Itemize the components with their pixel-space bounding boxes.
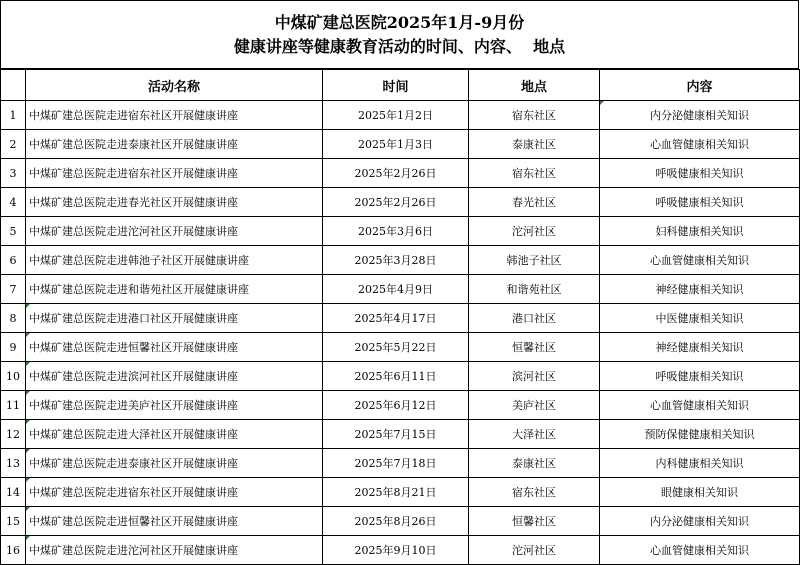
cell-activity-name[interactable]: 中煤矿建总医院走进宿东社区开展健康讲座 (26, 478, 323, 507)
cell-place[interactable]: 和谐苑社区 (469, 275, 600, 304)
cell-num[interactable]: 5 (1, 217, 26, 246)
table-row (1, 275, 800, 304)
cell-num[interactable]: 1 (1, 101, 26, 130)
cell-content[interactable]: 呼吸健康相关知识 (600, 188, 800, 217)
cell-place[interactable]: 泰康社区 (469, 130, 600, 159)
cell-place[interactable]: 泰康社区 (469, 449, 600, 478)
cell-content[interactable]: 呼吸健康相关知识 (600, 159, 800, 188)
title-line-2: 健康讲座等健康教育活动的时间、内容、 地点 (233, 36, 566, 56)
cell-place[interactable]: 宿东社区 (469, 101, 600, 130)
cell-num[interactable]: 3 (1, 159, 26, 188)
cell-activity-name[interactable]: 中煤矿建总医院走进韩池子社区开展健康讲座 (26, 246, 323, 275)
cell-content[interactable]: 心血管健康相关知识 (600, 246, 800, 275)
cell-time[interactable]: 2025年1月3日 (323, 130, 469, 159)
cell-activity-name[interactable]: 中煤矿建总医院走进泰康社区开展健康讲座 (26, 449, 323, 478)
cell-num[interactable]: 15 (1, 507, 26, 536)
cell-place[interactable]: 恒馨社区 (469, 333, 600, 362)
cell-activity-name[interactable]: 中煤矿建总医院走进和谐苑社区开展健康讲座 (26, 275, 323, 304)
cell-activity-name[interactable]: 中煤矿建总医院走进恒馨社区开展健康讲座 (26, 507, 323, 536)
cell-time[interactable]: 2025年5月22日 (323, 333, 469, 362)
table-row (1, 130, 800, 159)
cell-place[interactable]: 美庐社区 (469, 391, 600, 420)
cell-content[interactable]: 呼吸健康相关知识 (600, 362, 800, 391)
cell-time[interactable]: 2025年6月12日 (323, 391, 469, 420)
header-content[interactable]: 内容 (600, 70, 800, 101)
cell-time[interactable]: 2025年3月6日 (323, 217, 469, 246)
cell-num[interactable]: 8 (1, 304, 26, 333)
cell-content[interactable]: 内分泌健康相关知识 (600, 507, 800, 536)
table-row (1, 246, 800, 275)
cell-num[interactable]: 6 (1, 246, 26, 275)
cell-content[interactable]: 神经健康相关知识 (600, 333, 800, 362)
cell-time[interactable]: 2025年9月10日 (323, 536, 469, 565)
cell-num[interactable]: 11 (1, 391, 26, 420)
header-place[interactable]: 地点 (469, 70, 600, 101)
cell-place[interactable]: 宿东社区 (469, 478, 600, 507)
table-row (1, 449, 800, 478)
cell-num[interactable]: 2 (1, 130, 26, 159)
cell-num[interactable]: 10 (1, 362, 26, 391)
title-block (1, 1, 799, 69)
cell-content[interactable]: 中医健康相关知识 (600, 304, 800, 333)
cell-content[interactable]: 预防保健健康相关知识 (600, 420, 800, 449)
table-row (1, 217, 800, 246)
cell-place[interactable]: 宿东社区 (469, 159, 600, 188)
table-row (1, 188, 800, 217)
table-row (1, 159, 800, 188)
cell-activity-name[interactable]: 中煤矿建总医院走进宿东社区开展健康讲座 (26, 159, 323, 188)
cell-time[interactable]: 2025年8月26日 (323, 507, 469, 536)
cell-num[interactable]: 16 (1, 536, 26, 565)
cell-place[interactable]: 恒馨社区 (469, 507, 600, 536)
cell-num[interactable]: 13 (1, 449, 26, 478)
cell-place[interactable]: 沱河社区 (469, 217, 600, 246)
cell-activity-name[interactable]: 中煤矿建总医院走进沱河社区开展健康讲座 (26, 536, 323, 565)
cell-place[interactable]: 港口社区 (469, 304, 600, 333)
header-row (1, 70, 800, 101)
cell-time[interactable]: 2025年6月11日 (323, 362, 469, 391)
cell-time[interactable]: 2025年7月15日 (323, 420, 469, 449)
cell-place[interactable]: 韩池子社区 (469, 246, 600, 275)
cell-num[interactable]: 12 (1, 420, 26, 449)
cell-activity-name[interactable]: 中煤矿建总医院走进宿东社区开展健康讲座 (26, 101, 323, 130)
table-row (1, 420, 800, 449)
cell-time[interactable]: 2025年1月2日 (323, 101, 469, 130)
cell-place[interactable]: 大泽社区 (469, 420, 600, 449)
cell-activity-name[interactable]: 中煤矿建总医院走进恒馨社区开展健康讲座 (26, 333, 323, 362)
cell-content[interactable]: 内分泌健康相关知识 (600, 101, 800, 130)
cell-num[interactable]: 7 (1, 275, 26, 304)
table-row (1, 391, 800, 420)
table-row (1, 333, 800, 362)
cell-time[interactable]: 2025年4月17日 (323, 304, 469, 333)
cell-time[interactable]: 2025年3月28日 (323, 246, 469, 275)
cell-time[interactable]: 2025年7月18日 (323, 449, 469, 478)
cell-content[interactable]: 内科健康相关知识 (600, 449, 800, 478)
cell-content[interactable]: 神经健康相关知识 (600, 275, 800, 304)
header-num[interactable] (1, 70, 26, 101)
cell-activity-name[interactable]: 中煤矿建总医院走进春光社区开展健康讲座 (26, 188, 323, 217)
cell-content[interactable]: 心血管健康相关知识 (600, 536, 800, 565)
cell-activity-name[interactable]: 中煤矿建总医院走进滨河社区开展健康讲座 (26, 362, 323, 391)
cell-num[interactable]: 9 (1, 333, 26, 362)
cell-num[interactable]: 4 (1, 188, 26, 217)
cell-activity-name[interactable]: 中煤矿建总医院走进大泽社区开展健康讲座 (26, 420, 323, 449)
table-row (1, 507, 800, 536)
cell-activity-name[interactable]: 中煤矿建总医院走进港口社区开展健康讲座 (26, 304, 323, 333)
cell-activity-name[interactable]: 中煤矿建总医院走进沱河社区开展健康讲座 (26, 217, 323, 246)
cell-content[interactable]: 眼健康相关知识 (600, 478, 800, 507)
cell-time[interactable]: 2025年4月9日 (323, 275, 469, 304)
activity-table (0, 69, 800, 565)
cell-place[interactable]: 春光社区 (469, 188, 600, 217)
cell-time[interactable]: 2025年2月26日 (323, 188, 469, 217)
table-row (1, 478, 800, 507)
table-row (1, 536, 800, 565)
cell-content[interactable]: 妇科健康相关知识 (600, 217, 800, 246)
cell-activity-name[interactable]: 中煤矿建总医院走进美庐社区开展健康讲座 (26, 391, 323, 420)
table-row (1, 362, 800, 391)
table-row (1, 101, 800, 130)
cell-activity-name[interactable]: 中煤矿建总医院走进泰康社区开展健康讲座 (26, 130, 323, 159)
title-line-1: 中煤矿建总医院2025年1月-9月份 (274, 12, 525, 32)
header-time[interactable]: 时间 (323, 70, 469, 101)
cell-content[interactable]: 心血管健康相关知识 (600, 130, 800, 159)
cell-place[interactable]: 沱河社区 (469, 536, 600, 565)
table-row (1, 304, 800, 333)
cell-num[interactable]: 14 (1, 478, 26, 507)
cell-content[interactable]: 心血管健康相关知识 (600, 391, 800, 420)
cell-time[interactable]: 2025年2月26日 (323, 159, 469, 188)
cell-place[interactable]: 滨河社区 (469, 362, 600, 391)
header-activity-name[interactable]: 活动名称 (26, 70, 323, 101)
cell-time[interactable]: 2025年8月21日 (323, 478, 469, 507)
